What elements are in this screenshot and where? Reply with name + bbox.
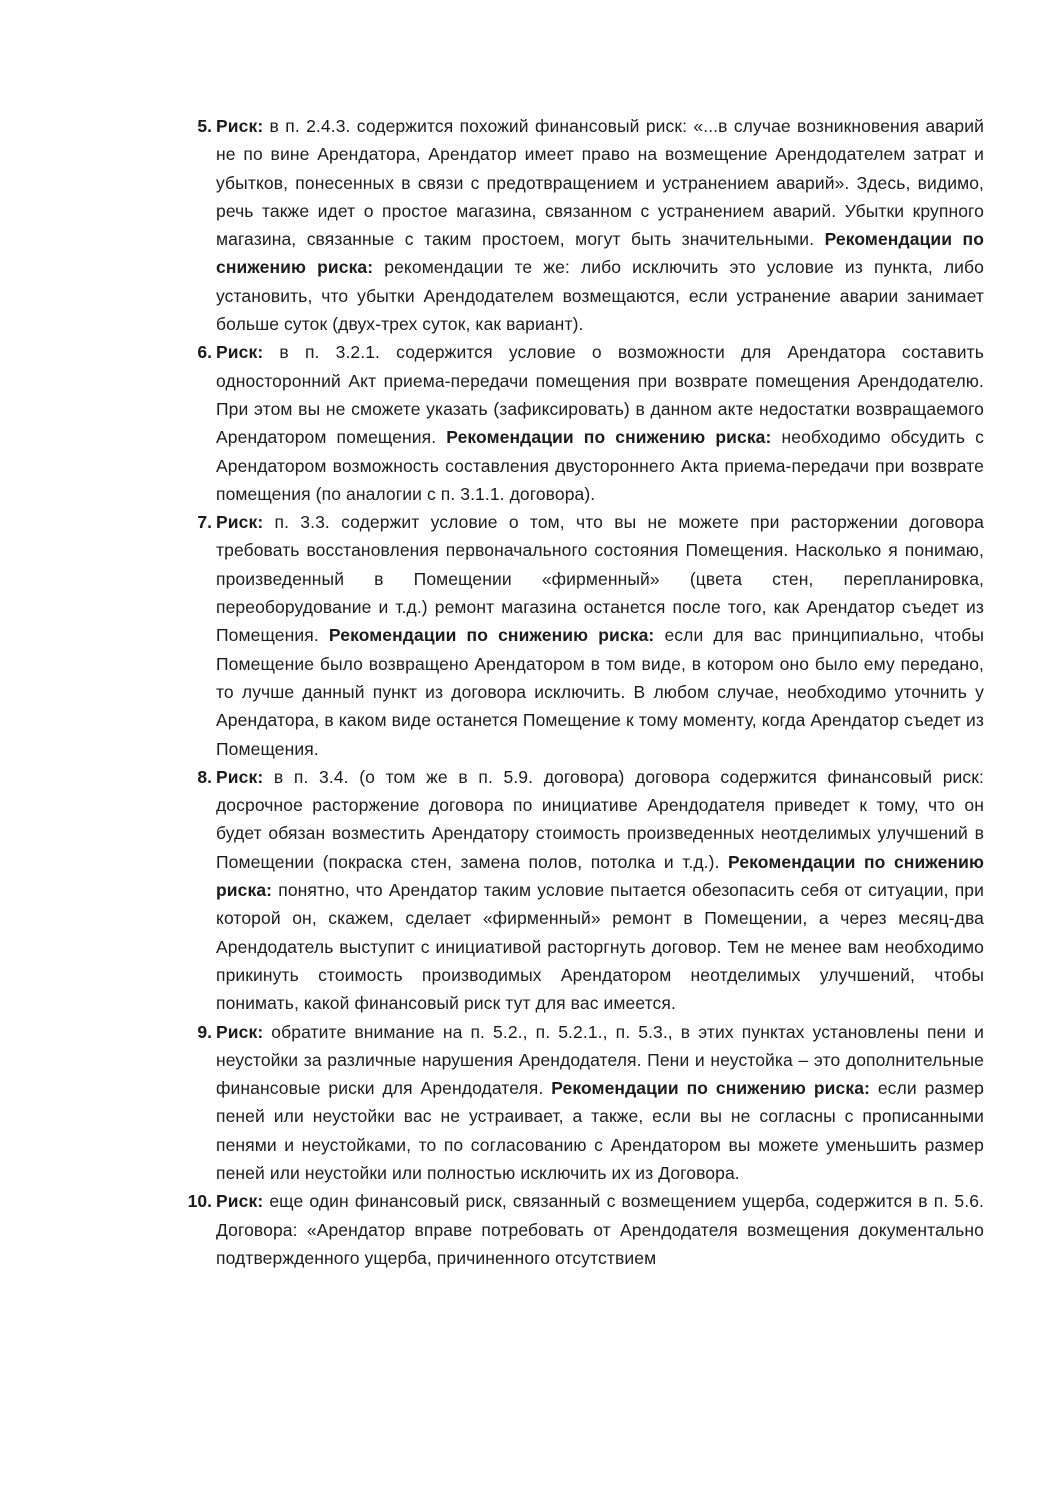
risk-description: в п. 3.4. (о том же в п. 5.9. договора) договора содержится финансовый риск: досрочное расторжение договора по инициативе Арендодателя приведет к тому, что он будет обязан возместить Арендатору стоимость произведенных неотделимых улучшений в Помещении (покраска стен, замена полов, потолка и т.д.).: [216, 766, 984, 872]
risk-label: Риск:: [216, 1021, 264, 1042]
item-text: [216, 112, 984, 338]
item-text: [216, 1018, 984, 1188]
recommendation-label: Рекомендации по снижению риска:: [446, 427, 772, 448]
list-item: [160, 508, 984, 763]
item-text: [216, 508, 984, 763]
recommendation-label: Рекомендации по снижению риска:: [328, 625, 655, 646]
recommendation-label: Рекомендации по снижению риска:: [216, 851, 984, 901]
item-text: [216, 1187, 984, 1272]
risk-description: в п. 3.2.1. содержится условие о возможности для Арендатора составить односторонний Акт приема-передачи помещения при возврате помещения Арендодателю. При этом вы не сможете указать (зафиксировать) в данном акте недостатки возвращаемого Арендатором помещения.: [216, 342, 984, 448]
item-number: 8.: [197, 766, 212, 787]
recommendation-text: необходимо обсудить с Арендатором возможность составления двустороннего Акта приема-передачи при возврате помещения (по аналогии с п. 3.1.1. договора).: [216, 427, 984, 504]
risk-description: в п. 2.4.3. содержится похожий финансовый риск: «...в случае возникновения аварий не по вине Арендатора, Арендатор имеет право на возмещение Арендодателем затрат и убытков, понесенных в связи с предотвращением и устранением аварий». Здесь, видимо, речь также идет о простое магазина, связанном с устранением аварий. Убытки крупного магазина, связанные с таким простоем, могут быть значительными.: [216, 116, 984, 250]
list-item: [160, 1018, 984, 1188]
recommendation-text: понятно, что Арендатор таким условие пытается обезопасить себя от ситуации, при которой он, скажем, сделает «фирменный» ремонт в Помещении, а через месяц-два Арендодатель выступит с инициативой расторгнуть договор. Тем не менее вам необходимо прикинуть стоимость производимых Арендатором неотделимых улучшений, чтобы понимать, какой финансовый риск тут для вас имеется.: [216, 880, 984, 1014]
item-text: [216, 763, 984, 1018]
risk-list: [160, 112, 984, 1272]
item-number: 5.: [197, 116, 212, 136]
recommendation-text: рекомендации те же: либо исключить это условие из пункта, либо установить, что убытки Арендодателем возмещаются, если устранение аварии занимает больше суток (двух-трех суток, как вариант).: [216, 257, 984, 335]
recommendation-text: если размер пеней или неустойки вас не устраивает, а также, если вы не согласны с прописанными пенями и неустойками, то по согласованию с Арендатором вы можете уменьшить размер пеней или неустойки или полностью исключить их из Договора.: [216, 1078, 984, 1183]
risk-label: Риск:: [216, 512, 264, 533]
recommendation-label: Рекомендации по снижению риска:: [216, 229, 984, 278]
list-item: [160, 763, 984, 1018]
risk-description: еще один финансовый риск, связанный с возмещением ущерба, содержится в п. 5.6. Договора: «Арендатор вправе потребовать от Арендодателя возмещения документально подтвержденного ущерба, причиненного отсутствием: [216, 1191, 984, 1268]
risk-description: обратите внимание на п. 5.2., п. 5.2.1., п. 5.3., в этих пунктах установлены пени и неустойки за различные нарушения Арендодателя. Пени и неустойка – это дополнительные финансовые риски для Арендодателя.: [216, 1021, 984, 1099]
risk-label: Риск:: [216, 116, 264, 136]
list-item: [160, 1187, 984, 1272]
risk-description: п. 3.3. содержит условие о том, что вы не можете при расторжении договора требовать восстановления первоначального состояния Помещения. Насколько я понимаю, произведенный в Помещении «фирменный» (цвета стен, перепланировка, переоборудование и т.д.) ремонт магазина останется после того, как Арендатор съедет из Помещения.: [216, 512, 984, 646]
list-item: [160, 112, 984, 338]
risk-label: Риск:: [216, 766, 264, 787]
risk-label: Риск:: [216, 342, 264, 363]
recommendation-text: если для вас принципиально, чтобы Помещение было возвращено Арендатором в том виде, в котором оно было ему передано, то лучше данный пункт из договора исключить. В любом случае, необходимо уточнить у Арендатора, в каком виде останется Помещение к тому моменту, когда Арендатор съедет из Помещения.: [216, 625, 985, 759]
risk-label: Риск:: [216, 1191, 264, 1212]
recommendation-label: Рекомендации по снижению риска:: [551, 1078, 870, 1099]
item-number: 6.: [197, 342, 212, 363]
item-number: 9.: [197, 1021, 212, 1042]
item-text: [216, 338, 984, 508]
item-number: 7.: [197, 512, 212, 533]
list-item: [160, 338, 984, 508]
item-number: 10.: [187, 1191, 212, 1212]
